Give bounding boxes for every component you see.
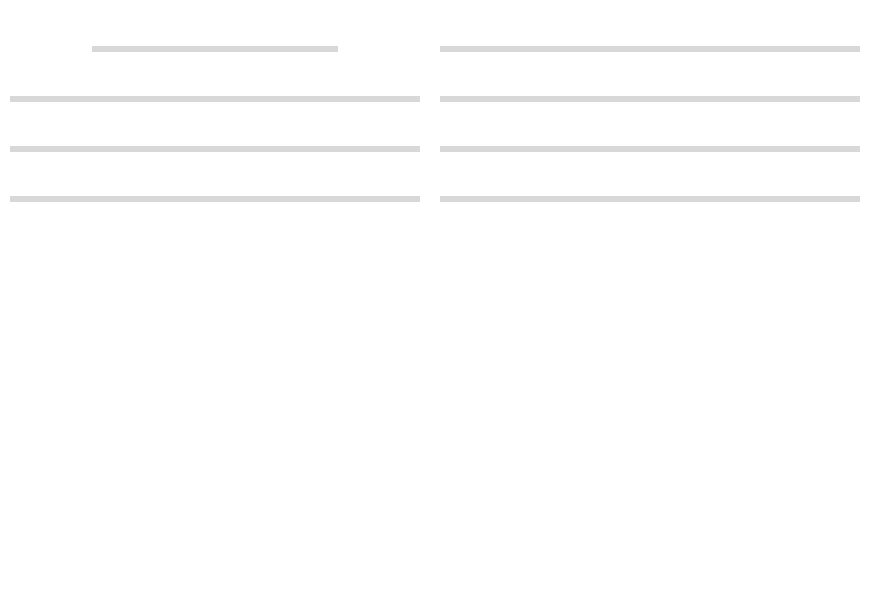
- placeholder: [10, 146, 420, 152]
- placeholder: [440, 96, 860, 102]
- left-column: [10, 36, 420, 607]
- placeholder: [440, 196, 860, 202]
- placeholder: [10, 96, 420, 102]
- right-column: [440, 36, 860, 607]
- placeholder: [440, 146, 860, 152]
- placeholder: [92, 46, 338, 52]
- placeholder: [440, 46, 860, 52]
- placeholder: [10, 196, 420, 202]
